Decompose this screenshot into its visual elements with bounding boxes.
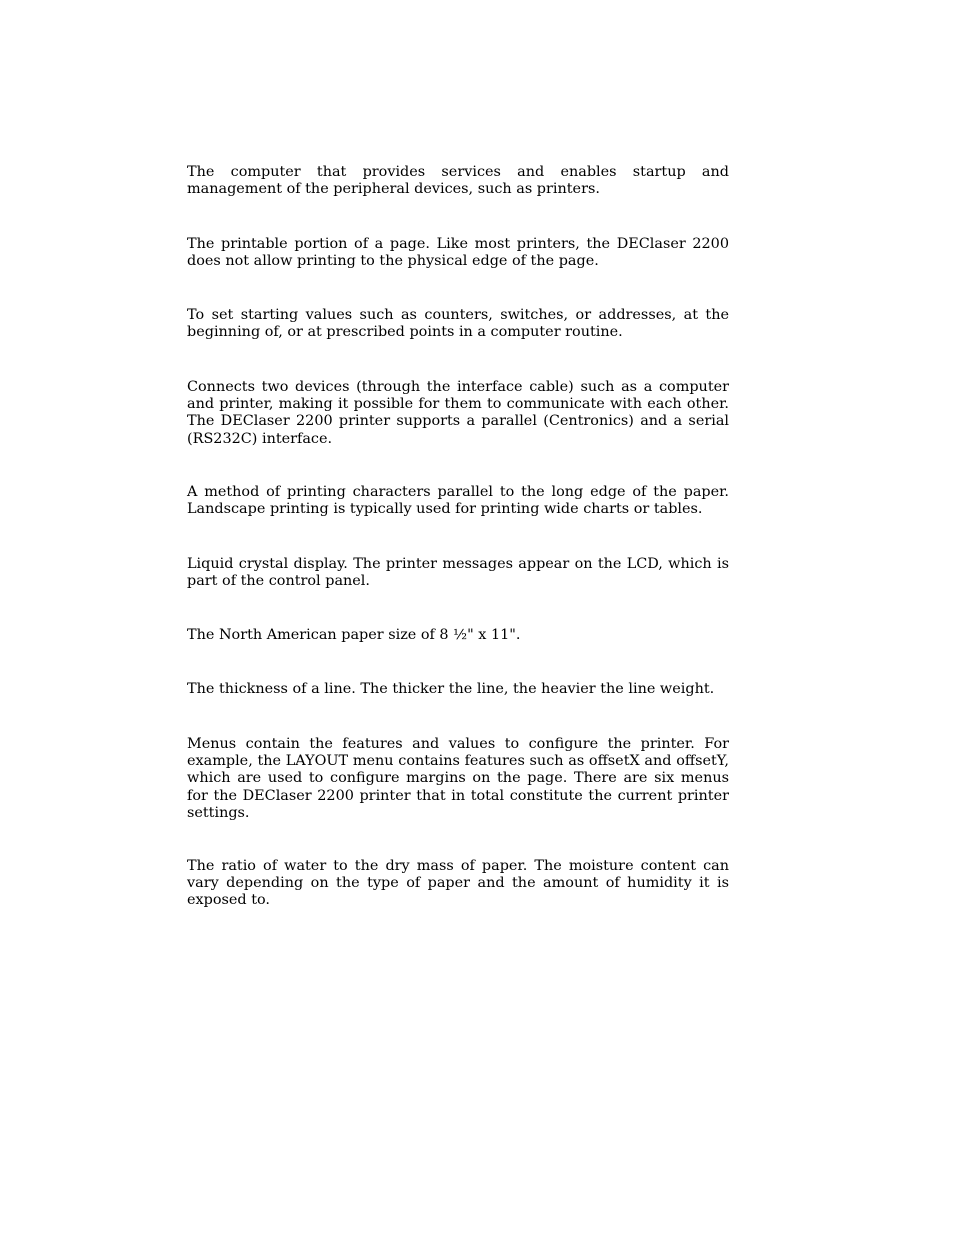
definition-letter-size: The North American paper size of 8 ½" x 11". bbox=[187, 627, 521, 643]
definition-line-weight: The thickness of a line. The thicker the line, the heavier the line weight. bbox=[187, 681, 715, 697]
definition-lcd: Liquid crystal display. The printer messages appear on the LCD, which is part of the control panel. bbox=[187, 556, 729, 590]
definition-image-area: The printable portion of a page. Like most printers, the DEClaser 2200 does not allow printing to the physical edge of the page. bbox=[187, 236, 729, 270]
definition-landscape: A method of printing characters parallel to the long edge of the paper. Landscape printing is typically used for printing wide charts or tables. bbox=[187, 484, 729, 518]
definition-interface: Connects two devices (through the interface cable) such as a computer and printer, making it possible for them to communicate with each other. The DEClaser 2200 printer supports a parallel (Centronics) and a serial (RS232C) interface. bbox=[187, 379, 729, 447]
definition-host-computer: The computer that provides services and enables startup and management of the peripheral devices, such as printers. bbox=[187, 164, 729, 198]
definition-menus: Menus contain the features and values to configure the printer. For example, the LAYOUT menu contains features such as offsetX and offsetY, which are used to configure margins on the page. There are six menus for the DEClaser 2200 printer that in total constitute the current printer settings. bbox=[187, 736, 729, 821]
definition-initialize: To set starting values such as counters, switches, or addresses, at the beginning of, or at prescribed points in a computer routine. bbox=[187, 307, 729, 341]
definition-moisture-content: The ratio of water to the dry mass of paper. The moisture content can vary depending on the type of paper and the amount of humidity it is exposed to. bbox=[187, 858, 729, 909]
